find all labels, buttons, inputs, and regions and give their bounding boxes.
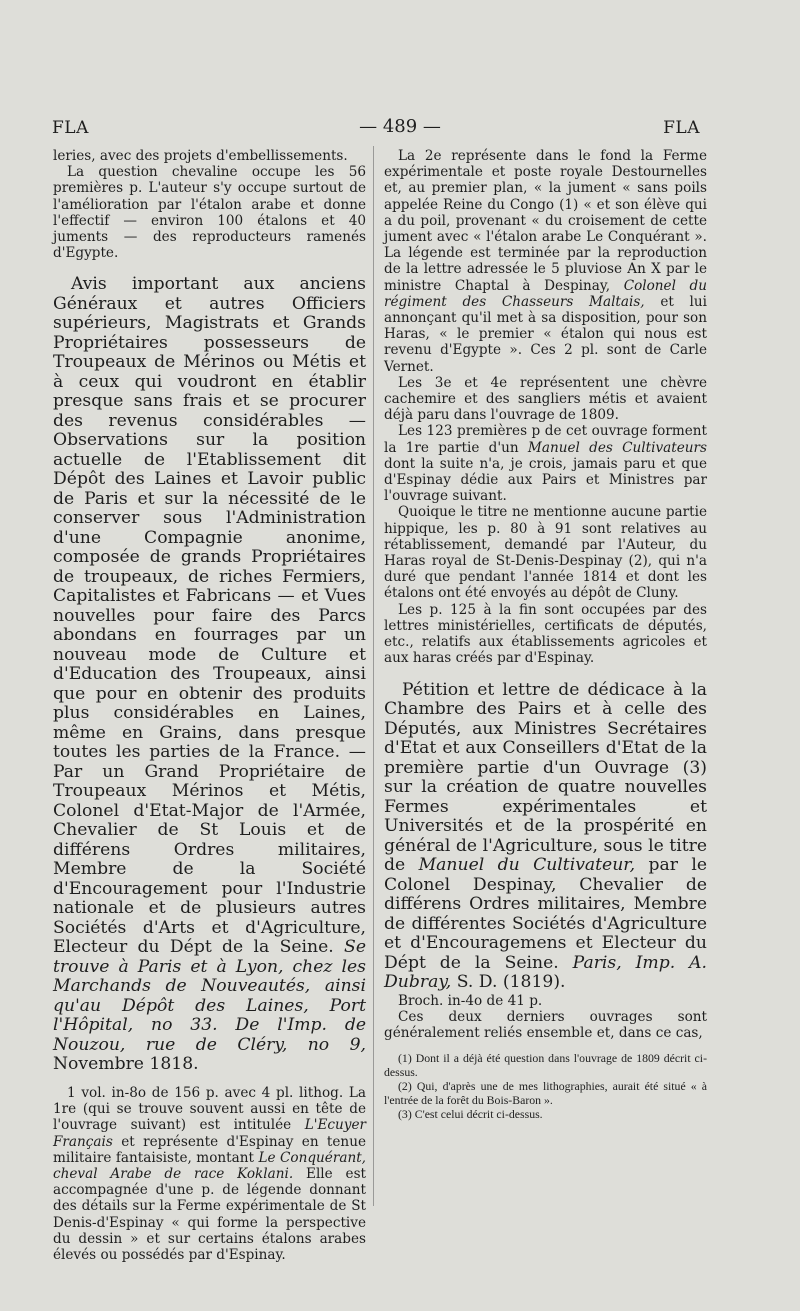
paragraph: leries, avec des projets d'embellissements. [53,148,348,164]
page-number: — 489 — [359,116,441,137]
footnote: (3) C'est celui décrit ci-dessus. [398,1107,543,1122]
paragraph: La 2e représente dans le fond la Ferme expérimentale et poste royale Destournelles et, au premier plan, « la jument « sans poils appelée Reine du Congo (1) « et son élève qui a du poil, provenant « du croisement de cette jument avec « l'étalon arabe Le Conquérant ». La légende est terminée par la reproduction de la lettre adressée le 5 pluviose An X par le ministre Chaptal à Despinay, Colonel du régiment des Chasseurs Maltais, et lui annonçant qu'il met à sa disposition, pour son Haras, « le premier « étalon qui nous est revenu d'Egypte ». Ces 2 pl. sont de Carle Vernet. [384,148,707,375]
paragraph: Ces deux derniers ouvrages sont généralement reliés ensemble et, dans ce cas, [384,1008,707,1041]
paragraph: Les p. 125 à la fin sont occupées par des lettres ministérielles, certificats de députés, etc., relatifs aux établissements agricoles et aux haras créés par d'Espinay. [384,601,707,667]
entry-title: Avis important aux anciens Généraux et autres Officiers supérieurs, Magistrats et Grands Propriétaires possesseurs de Troupeaux de Mérinos ou Métis et à ceux qui voudront en établir presque sans frais et se procurer des revenus considérables — Observations sur la position actuelle de l'Etablissement dit Dépôt des Laines et Lavoir public de Paris et sur la nécessité de le conserver sous l'Administration d'une Compagnie anonime, composée de grands Propriétaires de troupeaux, de riches Fermiers, Capitalistes et Fabricans — et Vues nouvelles pour faire des Parcs abondans en fourrages par un nouveau mode de Culture et d'Education des Troupeaux, ainsi que pour en obtenir des produits plus considérables en Laines, même en Grains, dans presque toutes les parties de la France. — Par un Grand Propriétaire de Troupeaux Mérinos et Métis, Colonel d'Etat-Major de l'Armée, Chevalier de St Louis et de différens Ordres militaires, Membre de la Société d'Encouragement pour l'Industrie nationale et de plusieurs autres Sociétés d'Arts et d'Agriculture, Electeur du Dépt de la Seine. [53,274,366,958]
running-header [0,118,800,148]
column-divider [373,146,374,1206]
paragraph: Broch. in-4o de 41 p. [398,992,543,1009]
footnote: (2) Qui, d'après une de mes lithographies, aurait été situé « à l'entrée de la forêt du Bois-Baron ». [384,1079,707,1108]
paragraph: Les 123 premières p de cet ouvrage forment la 1re partie d'un Manuel des Cultivateurs dont la suite n'a, je crois, jamais paru et que d'Espinay dédie aux Pairs et Ministres par l'ouvrage suivant. [384,423,707,505]
right-column [384,148,707,1121]
left-column [53,148,366,1263]
footnote: (1) Dont il a déjà été question dans l'ouvrage de 1809 décrit ci-dessus. [384,1051,707,1080]
bibliographic-entry [53,275,366,1075]
paragraph: Les 3e et 4e représentent une chèvre cachemire et des sangliers métis et avaient déjà paru dans l'ouvrage de 1809. [384,374,707,424]
entry-date: Novembre 1818. [53,1054,199,1075]
entry-imprint: Se trouve à Paris et à Lyon, chez les Marchands de Nouveautés, ainsi qu'au Dépôt des Laines, Port l'Hôpital, no 33. De l'Imp. de Nouzou, rue de Cléry, no 9, [53,937,366,1055]
header-left: FLA [52,118,89,138]
bibliographic-entry: Pétition et lettre de dédicace à la Chambre des Pairs et à celle des Députés, aux Ministres Secrétaires d'Etat et aux Conseillers d'Etat de la première partie d'un Ouvrage (3) sur la création de quatre nouvelles Fermes expérimentales et Universités et de la prospérité en général de l'Agriculture, sous le titre de Manuel du Cultivateur, par le Colonel Despinay, Chevalier de différens Ordres militaires, Membre de différentes Sociétés d'Agriculture et d'Encouragemens et Electeur du Dépt de la Seine. Paris, Imp. A. Dubray, S. D. (1819). [384,679,708,992]
paragraph: Quoique le titre ne mentionne aucune partie hippique, les p. 80 à 91 sont relatives au rétablissement, demandé par l'Auteur, du Haras royal de St-Denis-Despinay (2), qui n'a duré que pendant l'année 1814 et dont les étalons ont été envoyés au dépôt de Cluny. [384,504,707,602]
paragraph: La question chevaline occupe les 56 premières p. L'auteur s'y occupe surtout de l'amélioration par l'étalon arabe et donne l'effectif — environ 100 étalons et 40 juments — des reproducteurs ramenés d'Egypte. [53,164,366,262]
paragraph: 1 vol. in-8o de 156 p. avec 4 pl. lithog. La 1re (qui se trouve souvent aussi en tête de l'ouvrage suivant) est intitulée L'Ecuyer Français et représente d'Espinay en tenue militaire fantaisiste, montant Le Conquérant, cheval Arabe de race Koklani. Elle est accompagnée d'une p. de légende donnant des détails sur la Ferme expérimentale de St Denis-d'Espinay « qui forme la perspective du dessin » et sur certains étalons arabes élevés ou possédés par d'Espinay. [53,1084,367,1263]
header-right: FLA [663,118,700,138]
